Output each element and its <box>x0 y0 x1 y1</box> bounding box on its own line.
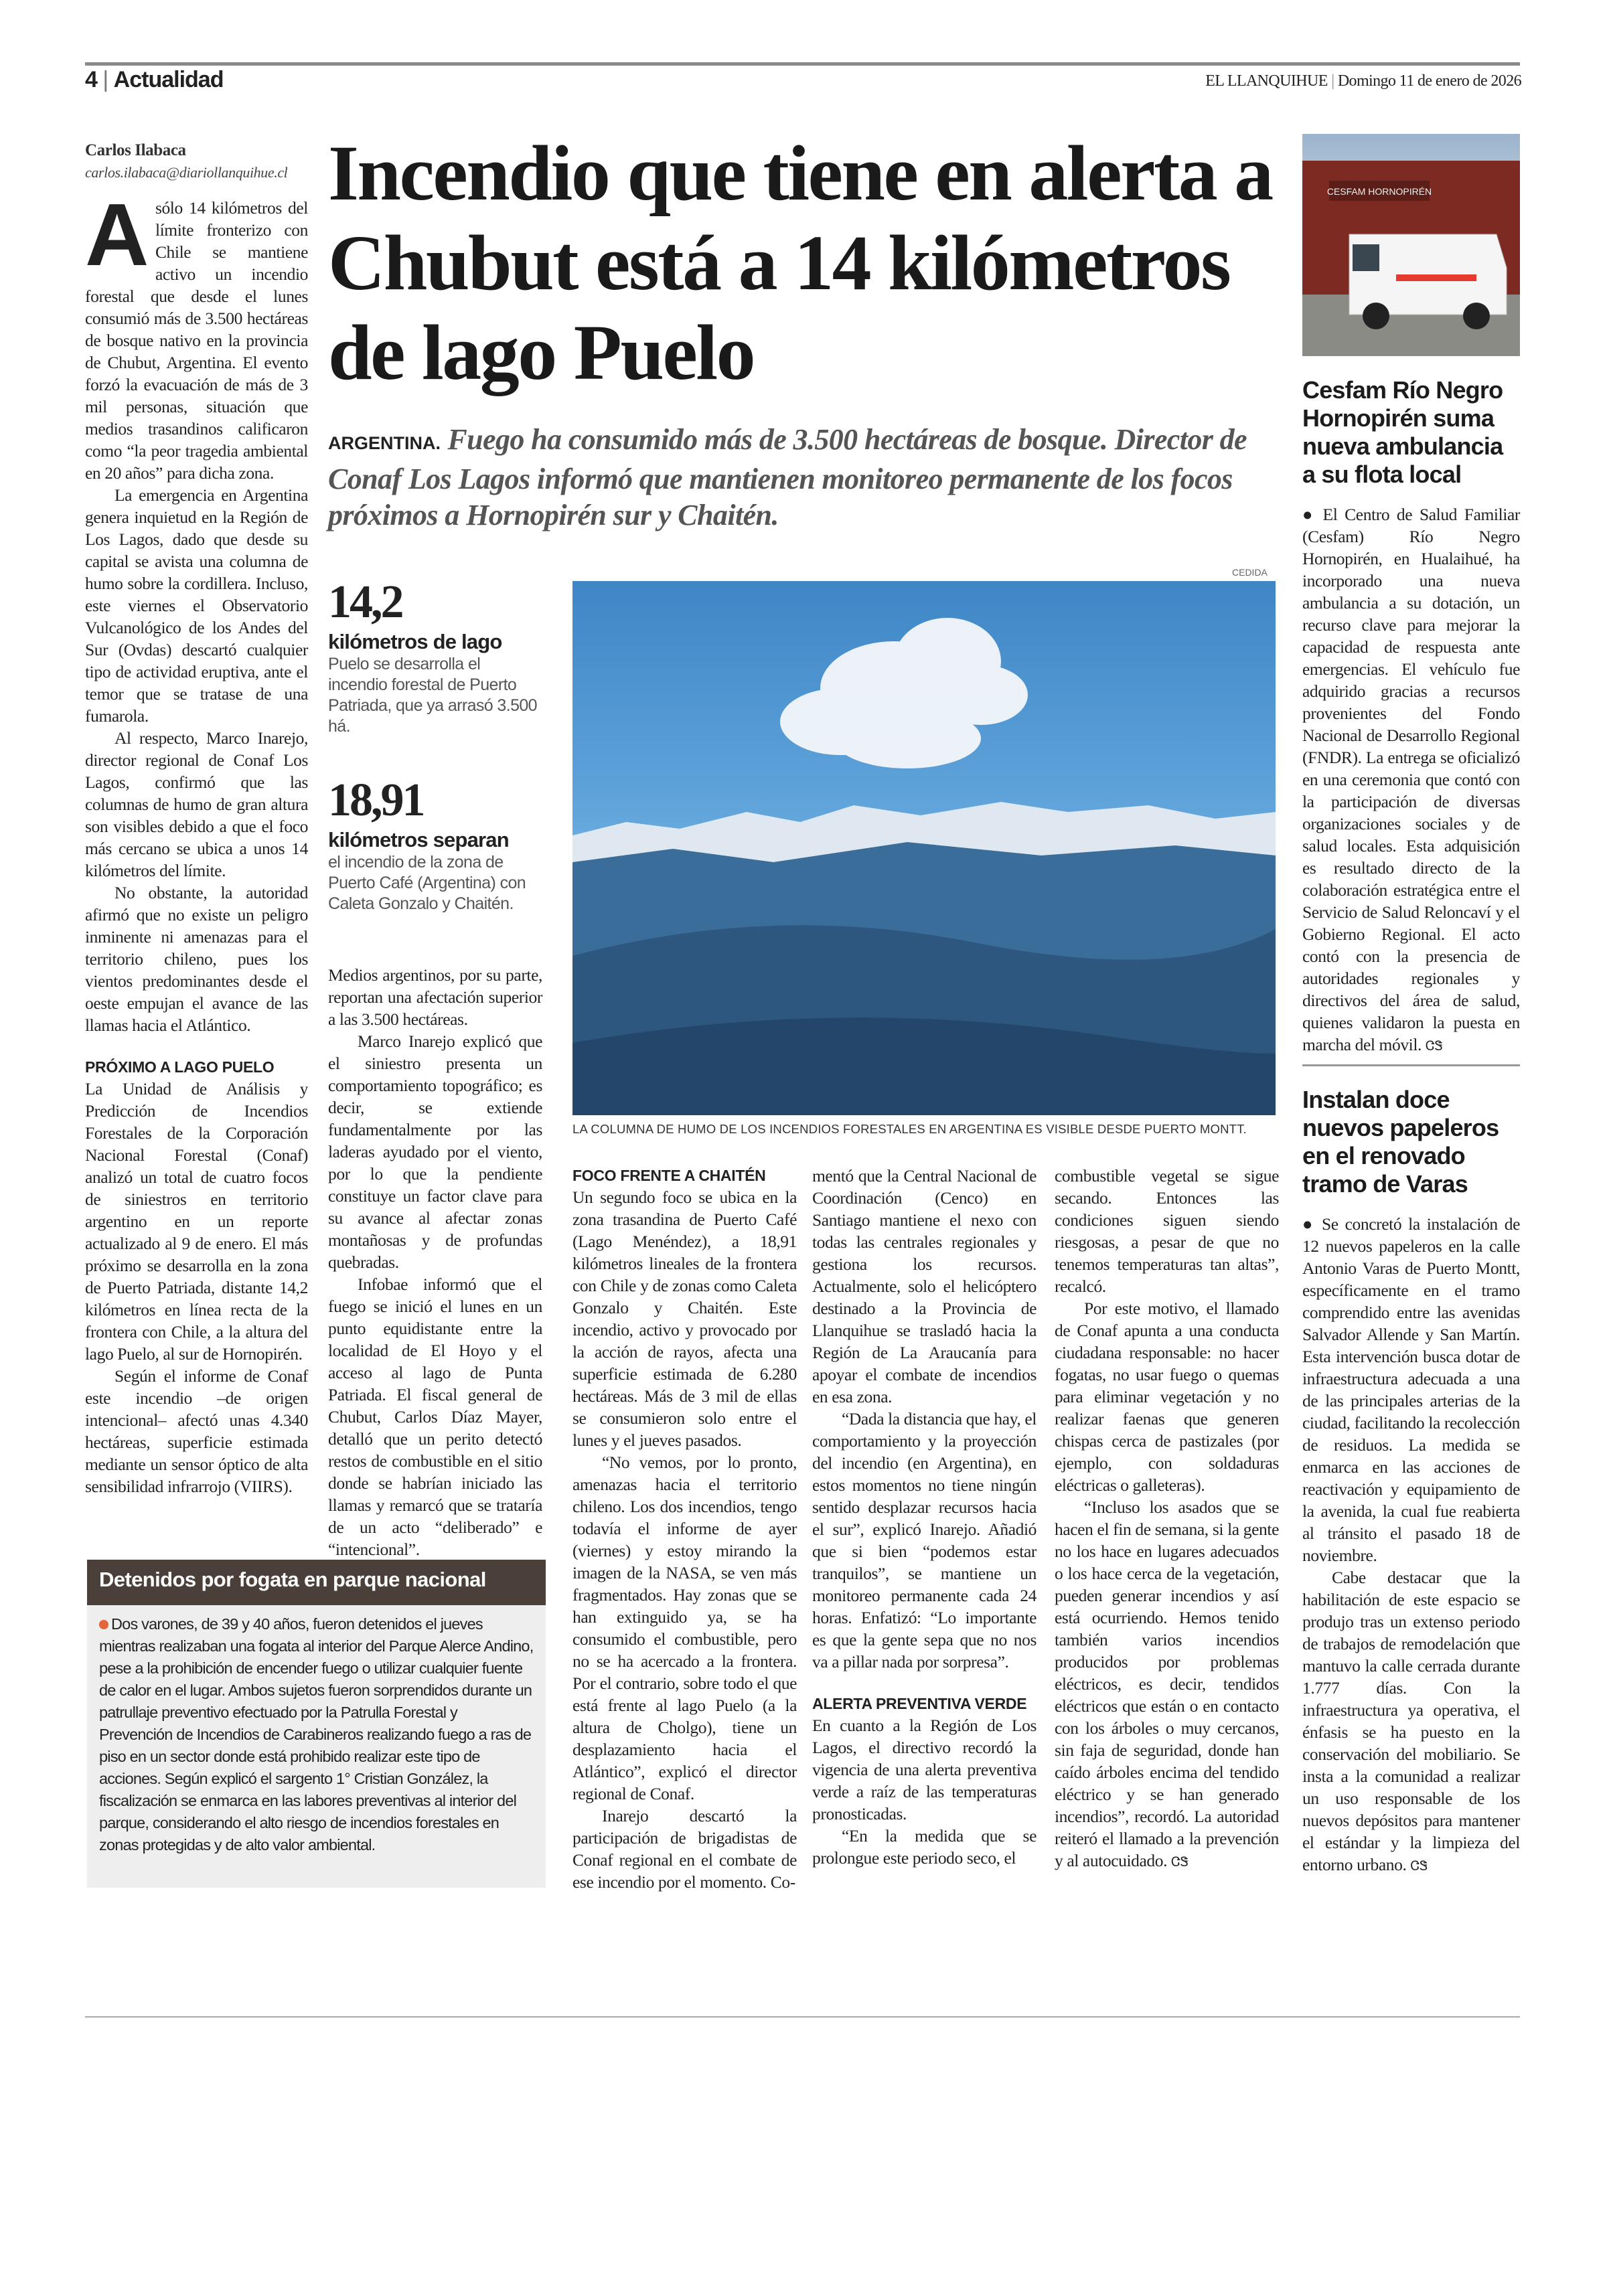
article-column-3 <box>572 1165 797 1893</box>
deck-text: Fuego ha consumido más de 3.500 hectáreas de bosque. Director de Conaf Los Lagos informó que mantienen monitoreo permanente de los focos próximos a Hornopirén sur y Chaitén. <box>328 423 1247 531</box>
stat-text: Puelo se desarrolla el incendio forestal de Puerto Patriada, que ya arrasó 3.500 há. <box>328 655 537 736</box>
author-name: Carlos Ilabaca <box>85 141 186 159</box>
deck <box>328 422 1279 534</box>
paragraph: Un segundo foco se ubica en la zona trasandina de Puerto Café (Lago Menéndez), a 18,91 kilómetros lineales de la frontera con Chile y de zonas como Caleta Gonzalo y Chaitén. Este incendio, activo y provocado por la acción de rayos, afecta una superficie estimada de 6.280 hectáreas. Más de 3 mil de ellas se consumieron solo entre el lunes y el jueves pasados. <box>572 1187 797 1450</box>
sidebar-text: ● Se concretó la instalación de 12 nuevos papeleros en la calle Antonio Varas de Puerto Montt, específicamente en el tramo comprendido entre las avenidas Salvador Allende y San Martín. Esta intervención busca dotar de infraestructura adecuada a una de las principales arterias de la ciudad, facilitando la recolección de residuos. La medida se enmarca en las acciones de reactivación y equipamiento de la avenida, la cual fue reabierta al tránsito el pasado 18 de noviembre. Cabe destacar que la habilitación de este espacio se produjo tras un extenso periodo de trabajos de remodelación que mantuvo la calle cerrada durante 1.777 días. Con la infraestructura ya operativa, el énfasis se ha puesto en la conservación del mobiliario. Se insta a la comunidad a realizar un uso responsable de los nuevos depósitos para mantener el estándar y la limpieza del entorno urbano. ᏣᏕ <box>1302 1214 1520 1874</box>
page-section-header: 4 | Actualidad <box>85 67 224 92</box>
sidebar-story-papeleros <box>1302 1086 1520 1878</box>
header-rule <box>85 62 1520 66</box>
paragraph: Marco Inarejo explicó que el siniestro presenta un comportamiento topográfico; es decir, se extiende fundamentalmente por las laderas ayudado por el viento, por lo que la pendiente constituye un factor clave para su avance al afectar zonas montañosas y de profundas quebradas. <box>328 1032 542 1272</box>
paragraph: Infobae informó que el fuego se inició el lunes en un punto equidistante entre la localidad de El Hoyo y el acceso al lago de Punta Patriada. El fiscal general de Chubut, Carlos Díaz Mayer, detalló que un perito detectó restos de combustible en el sitio donde se habrían iniciado las llamas y remarcó que se trataría de un acto “deliberado” e “intencional”. <box>328 1275 542 1559</box>
paragraph: Al respecto, Marco Inarejo, director regional de Conaf Los Lagos, confirmó que las columnas de humo de gran altura son visibles debido a que el foco más cercano se ubica a unos 14 kilómetros del límite. <box>85 728 308 880</box>
photo-sign-text: CESFAM HORNOPIRÉN <box>1326 186 1432 197</box>
kicker: ARGENTINA. <box>328 433 441 453</box>
sidebar-box-detenidos <box>87 1560 546 1888</box>
paragraph: Por este motivo, el llamado de Conaf apunta a una conducta ciudadana responsable: no hacer fogatas, no usar fuego o quemas para eliminar vegetación y no realizar faenas que generen chispas cerca de pastizales (por ejemplo, con soldaduras eléctricas o galleteras). <box>1055 1299 1279 1495</box>
photo-caption: LA COLUMNA DE HUMO DE LOS INCENDIOS FORESTALES EN ARGENTINA ES VISIBLE DESDE PUERTO MONTT. <box>572 1122 1247 1136</box>
masthead-info: EL LLANQUIHUE | Domingo 11 de enero de 2026 <box>1205 72 1521 90</box>
smoke-column-photo <box>572 581 1276 1115</box>
footer-rule <box>85 2016 1520 2018</box>
article-column-5 <box>1055 1165 1279 1874</box>
paragraph: mentó que la Central Nacional de Coordinación (Cenco) en Santiago mantiene el nexo con todas las centrales regionales y gestiona los recursos. Actualmente, solo el helicóptero destinado a la Provincia de Llanquihue se trasladó hacia la Región de La Araucanía para apoyar el combate de incendios en esa zona. <box>812 1166 1037 1406</box>
stat-label: kilómetros separan <box>328 828 509 851</box>
sidebar-headline: Cesfam Río Negro Hornopirén suma nueva ambulancia a su flota local <box>1302 376 1503 488</box>
paragraph: Medios argentinos, por su parte, reportan una afectación superior a las 3.500 hectáreas. <box>328 965 542 1029</box>
paragraph: “Dada la distancia que hay, el comportamiento y la proyección del incendio (en Argentina), en estos momentos no tiene ningún sentido desplazar recursos hacia el sur”, explicó Inarejo. Añadió que si bien “podemos estar tranquilos”, se mantiene un monitoreo permanente cada 24 horas. Enfatizó: “Lo importante es que la gente sepa que no nos va a pillar nada por sorpresa”. <box>812 1409 1037 1671</box>
article-column-1 <box>85 139 308 1497</box>
stat-number: 18,91 <box>328 774 424 826</box>
subheading: PRÓXIMO A LAGO PUELO <box>85 1058 275 1076</box>
drop-cap: A <box>85 185 149 284</box>
sidebar-text: ● El Centro de Salud Familiar (Cesfam) Río Negro Hornopirén, en Hualaihué, ha incorporado una nueva ambulancia a su dotación, un recurso clave para mejorar la capacidad de respuesta ante emergencias. El vehículo fue adquirido gracias a recursos provenientes del Fondo Nacional de Desarrollo Regional (FNDR). La entrega se oficializó en una ceremonia que contó con la participación de diversas organizaciones sociales y de salud locales. Esta adquisición es resultado directo de la colaboración estratégica entre el Servicio de Salud Reloncaví y el Gobierno Regional. El acto contó con la presencia de autoridades regionales y directivos del área de salud, quienes validaron la puesta en marcha del móvil. ᏣᏕ <box>1302 505 1520 1054</box>
stat-block <box>328 576 542 914</box>
stat-label: kilómetros de lago <box>328 630 502 653</box>
paper-name: EL LLANQUIHUE <box>1205 72 1328 90</box>
paragraph: La Unidad de Análisis y Predicción de Incendios Forestales de la Corporación Nacional Forestal (Conaf) analizó un total de cuatro focos de siniestros en territorio argentino en un reporte actualizado al 9 de enero. El más próximo se desarrolla en la zona de Puerto Patriada, distante 14,2 kilómetros en línea recta de la frontera con Chile, a la altura del lago Puelo, al sur de Hornopirén. <box>85 1079 308 1364</box>
stat-text: el incendio de la zona de Puerto Café (Argentina) con Caleta Gonzalo y Chaitén. <box>328 853 526 913</box>
subheading: ALERTA PREVENTIVA VERDE <box>812 1695 1027 1712</box>
bullet-icon <box>99 1620 108 1629</box>
paragraph: “No vemos, por lo pronto, amenazas hacia el territorio chileno. Los dos incendios, tengo todavía el informe de ayer (viernes) y estoy mirando la imagen de la NASA, se ven más fragmentados. Hay zonas que se han extinguido ya, se ha consumido el combustible, pero no se ha acercado a la frontera. Por el contrario, sobre todo el que está frente al lago Puelo (a la altura de Cholgo), tiene un desplazamiento hacia el Atlántico”, explicó el director regional de Conaf. <box>572 1453 797 1803</box>
paragraph: Según el informe de Conaf este incendio –de origen intencional– afectó unas 4.340 hectáreas, superficie estimada mediante un sensor óptico de alta sensibilidad infrarrojo (VIIRS). <box>85 1366 308 1496</box>
stat-number: 14,2 <box>328 576 402 628</box>
box-text: Dos varones, de 39 y 40 años, fueron detenidos el jueves mientras realizaban una fogata al interior del Parque Alerce Andino, pese a la prohibición de encender fuego o utilizar cualquier fuente de calor en el lugar. Ambos sujetos fueron sorprendidos durante un patrullaje preventivo efectuado por la Patrulla Forestal y Prevención de Incendios de Carabineros realizando fuego a ras de piso en un sector donde está prohibido realizar este tipo de acciones. Según explicó el sargento 1° Cristian González, la fiscalización se enmarca en las labores preventivas al interior del parque, considerando el alto riesgo de incendios forestales en zonas protegidas y de alto valor ambiental. <box>99 1615 534 1854</box>
article-column-4 <box>812 1165 1037 1869</box>
paragraph: combustible vegetal se sigue secando. Entonces las condiciones siguen siendo riesgosas, a pesar de que no tenemos temperaturas tan altas”, recalcó. <box>1055 1166 1279 1296</box>
sidebar-headline: Instalan doce nuevos papeleros en el renovado tramo de Varas <box>1302 1086 1499 1198</box>
ambulance-photo <box>1302 134 1520 356</box>
end-mark-icon: ᏣᏕ <box>1171 1855 1189 1870</box>
photo-credit: CEDIDA <box>1232 567 1268 578</box>
author-email[interactable]: carlos.ilabaca@diariollanquihue.cl <box>85 164 288 181</box>
paragraph: Inarejo descartó la participación de brigadistas de Conaf regional en el combate de ese incendio por el momento. Co- <box>572 1806 797 1892</box>
issue-date: Domingo 11 de enero de 2026 <box>1337 72 1521 90</box>
paragraph: En cuanto a la Región de Los Lagos, el directivo recordó la vigencia de una alerta preventiva verde a raíz de las temperaturas pronosticadas. <box>812 1716 1037 1823</box>
section-name: Actualidad <box>113 67 224 92</box>
paragraph: “Incluso los asados que se hacen el fin de semana, si la gente no los hace en lugares adecuados o los hace cerca de la vegetación, pueden generar incendios y así está ocurriendo. Hemos tenido también varios incendios producidos por problemas eléctricos, es decir, tendidos eléctricos que están o en contacto con los árboles o muy cercanos, sin faja de seguridad, donde han caído árboles encima del tendido eléctrico y se han generado incendios”, recordó. La autoridad reiteró el llamado a la prevención y al autocuidado. ᏣᏕ <box>1055 1497 1279 1870</box>
subheading: FOCO FRENTE A CHAITÉN <box>572 1167 766 1184</box>
paragraph: “En la medida que se prolongue este periodo seco, el <box>812 1826 1037 1868</box>
sidebar-story-cesfam <box>1302 376 1520 1058</box>
paragraph: La emergencia en Argentina genera inquietud en la Región de Los Lagos, dado que desde su capital se avista una columna de humo sobre la cordillera. Incluso, este viernes el Observatorio Vulcanológico de los Andes del Sur (Ovdas) descartó cualquier tipo de actividad eruptiva, ante el temor que se tratase de una fumarola. <box>85 485 308 726</box>
sidebar-divider <box>1302 1064 1520 1066</box>
headline: Incendio que tiene en alerta a Chubut está a 14 kilómetros de lago Puelo <box>328 129 1272 396</box>
box-title: Detenidos por fogata en parque nacional <box>87 1560 546 1605</box>
paragraph: No obstante, la autoridad afirmó que no existe un peligro inminente ni amenazas para el territorio chileno, pues los vientos predominantes desde el oeste empujan el avance de las llamas hacia el Atlántico. <box>85 883 308 1035</box>
lead-paragraph: Asólo 14 kilómetros del límite fronterizo con Chile se mantiene activo un incendio forestal que desde el lunes consumió más de 3.500 hectáreas de bosque nativo en la provincia de Chubut, Argentina. El evento forzó la evacuación de más de 3 mil personas, situación que medios trasandinos calificaron como “la peor tragedia ambiental en 20 años” para dicha zona. <box>85 185 308 483</box>
article-column-2 <box>328 964 542 1560</box>
page-number: 4 <box>85 67 97 92</box>
